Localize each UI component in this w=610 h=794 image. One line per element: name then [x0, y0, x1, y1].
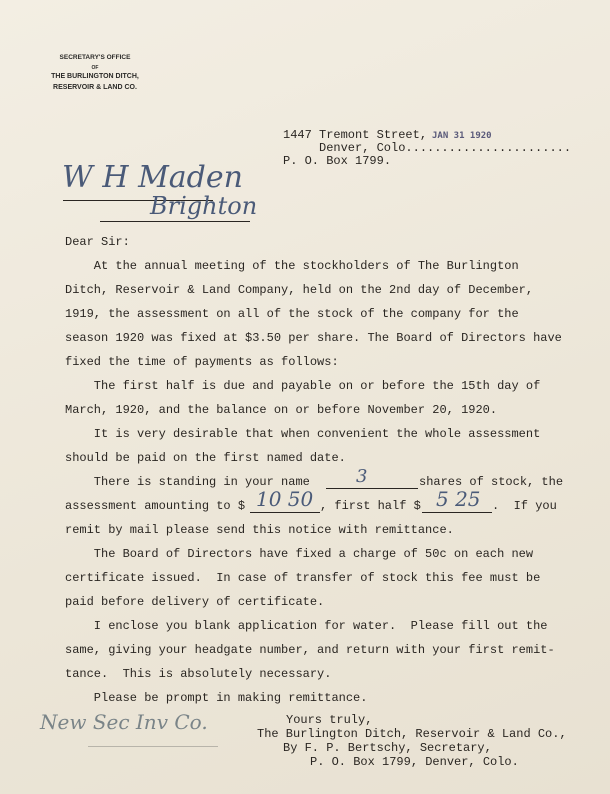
first-half-blank	[422, 512, 492, 513]
body-line: same, giving your headgate number, and return with your first remit-	[65, 643, 555, 657]
recipient-town: Brighton	[150, 192, 258, 220]
letterhead-line: THE BURLINGTON DITCH,	[51, 73, 139, 80]
address-street: 1447 Tremont Street,	[283, 128, 435, 142]
assessment-value: 10 50	[256, 487, 314, 511]
body-line: The Board of Directors have fixed a charge of 50c on each new	[65, 547, 534, 561]
address-box: P. O. Box 1799.	[283, 154, 392, 168]
shares-blank	[326, 488, 418, 489]
body-line: tance. This is absolutely necessary.	[65, 667, 332, 681]
body-line: paid before delivery of certificate.	[65, 595, 325, 609]
shares-value: 3	[356, 466, 368, 487]
body-line: fixed the time of payments as follows:	[65, 355, 339, 369]
letterhead-line: SECRETARY'S OFFICE	[59, 54, 131, 61]
closing-line: The Burlington Ditch, Reservoir & Land Co.,	[257, 727, 567, 741]
recipient-name: W H Maden	[62, 160, 243, 195]
underline	[100, 221, 250, 222]
body-line: Ditch, Reservoir & Land Company, held on the 2nd day of December,	[65, 283, 534, 297]
address-city: Denver, Colo.......................	[319, 141, 572, 155]
first-half-value: 5 25	[436, 487, 481, 511]
body-line: It is very desirable that when convenient the whole assessment	[65, 427, 541, 441]
closing-line: P. O. Box 1799, Denver, Colo.	[310, 755, 519, 769]
salutation: Dear Sir:	[65, 235, 130, 249]
shares-suffix: shares of stock, the	[419, 475, 564, 489]
body-line: Please be prompt in making remittance.	[65, 691, 368, 705]
body-line: season 1920 was fixed at $3.50 per share. The Board of Directors have	[65, 331, 562, 345]
assessment-prefix: assessment amounting to $	[65, 499, 246, 513]
body-line: At the annual meeting of the stockholders of The Burlington	[65, 259, 519, 273]
assessment-blank	[250, 512, 320, 513]
letterhead-line: OF	[91, 65, 99, 71]
body-line: should be paid on the first named date.	[65, 451, 346, 465]
closing-line: Yours truly,	[286, 713, 373, 727]
first-half-suffix: . If you	[492, 499, 557, 513]
body-line: I enclose you blank application for water. Please fill out the	[65, 619, 548, 633]
body-line: The first half is due and payable on or before the 15th day of	[65, 379, 541, 393]
body-line: March, 1920, and the balance on or before November 20, 1920.	[65, 403, 498, 417]
margin-rule	[88, 746, 218, 747]
date-stamp: JAN 31 1920	[432, 131, 492, 141]
shares-prefix: There is standing in your name	[65, 475, 318, 489]
first-half-prefix: , first half $	[320, 499, 421, 513]
margin-note: New Sec Inv Co.	[40, 710, 208, 734]
letterhead-line: RESERVOIR & LAND CO.	[53, 84, 137, 91]
body-line: 1919, the assessment on all of the stock of the company for the	[65, 307, 519, 321]
body-line: remit by mail please send this notice with remittance.	[65, 523, 454, 537]
closing-line: By F. P. Bertschy, Secretary,	[283, 741, 492, 755]
body-line: certificate issued. In case of transfer of stock this fee must be	[65, 571, 541, 585]
